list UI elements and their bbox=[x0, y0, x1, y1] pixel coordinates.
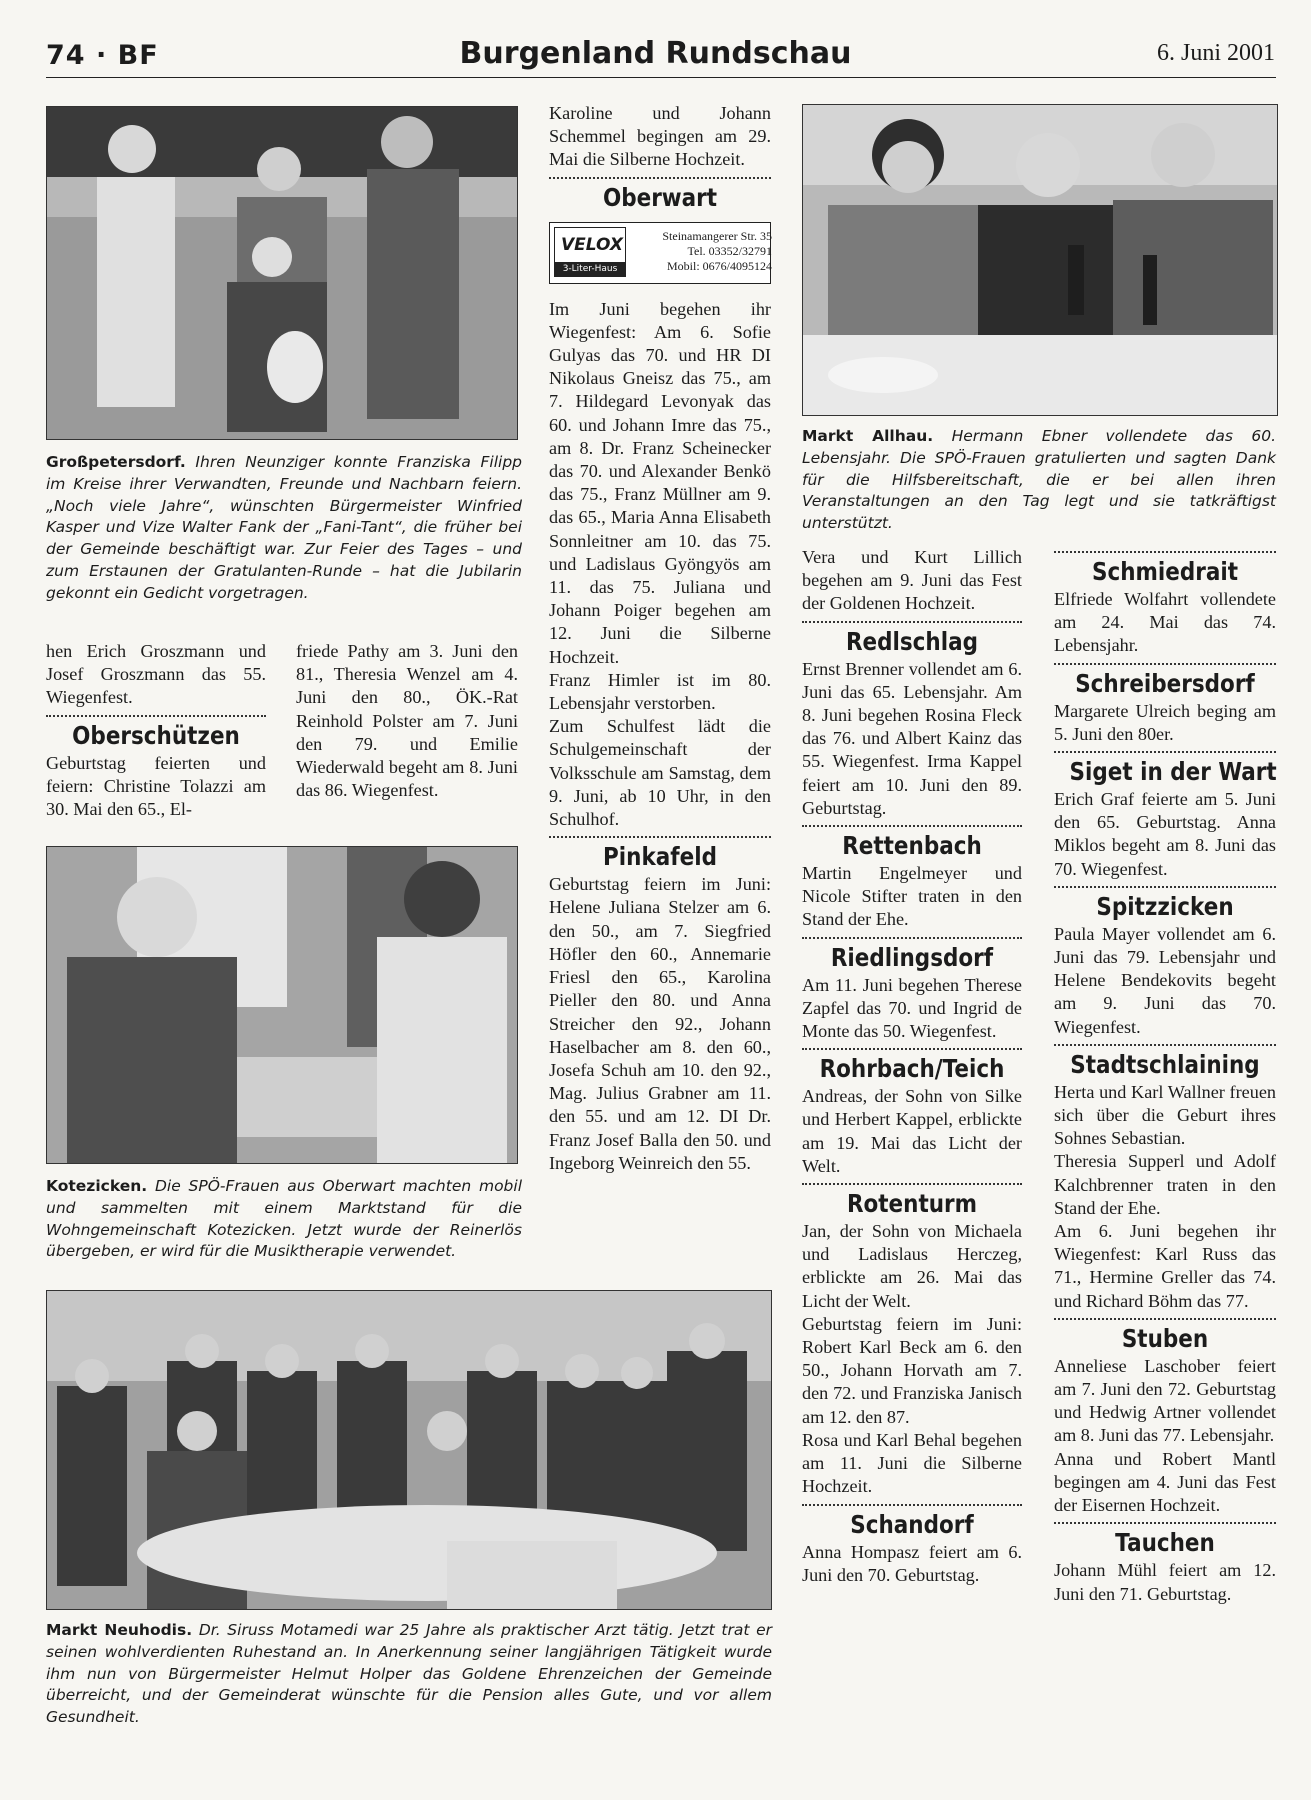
article-text: Margarete Ulreich beging am 5. Juni den 80er. bbox=[1054, 700, 1276, 744]
article-text: Andreas, der Sohn von Silke und Herbert Kappel, erblickte am 19. Mai das Licht der Welt. bbox=[802, 1086, 1022, 1176]
article-text: Martin Engelmeyer und Nicole Stifter traten in den Stand der Ehe. bbox=[802, 863, 1022, 930]
divider bbox=[1054, 1522, 1276, 1524]
article-text: Zum Schulfest lädt die Schulgemeinschaft der Volksschule am Samstag, dem 9. Juni, ab 10 Uhr, in den Schulhof. bbox=[549, 716, 771, 830]
article-text: Herta und Karl Wallner freuen sich über die Geburt ihres Sohnes Sebastian. bbox=[1054, 1081, 1276, 1149]
article-text: Geburtstag feiern im Juni: Helene Juliana Stelzer am 6. den 50., am 7. Siegfried Höfler den 60., Annemarie Friesl den 65., Karolina Pieller den 80. und Anna Streicher den 92., Johann Haselbacher am 8. den 60., Josefa Schuh am 10. den 92., Mag. Julius Grabner am 11. den 55. und am 12. DI Dr. Franz Josef Balla den 50. und Ingeborg Weinreich den 55. bbox=[549, 874, 771, 1173]
article-text: Geburtstag feiern im Juni: Robert Karl Beck am 6. den 50., Johann Horvath am 7. den 72. und Franziska Janisch am 12. den 87. bbox=[802, 1313, 1022, 1427]
section-heading: Riedlingsdorf bbox=[830, 942, 994, 972]
velox-logo-sub: 3-Liter-Haus bbox=[555, 262, 625, 276]
section-heading: Stuben bbox=[1121, 1323, 1209, 1353]
page-number: 74 · BF bbox=[46, 40, 159, 71]
divider bbox=[1054, 886, 1276, 888]
column-3 bbox=[549, 102, 771, 1175]
ad-address: Steinamangerer Str. 35 bbox=[662, 228, 772, 243]
article-text: Im Juni begehen ihr Wiegenfest: Am 6. Sofie Gulyas das 70. und HR DI Nikolaus Gneisz das 75., am 7. Hildegard Levonyak das 60. und Johann Imre das 75., am 8. Dr. Franz Scheinecker das 70. und Alexander Benkö das 75., Franz Müllner am 9. das 65., Maria Anna Elisabeth Sonnleitner am 10. das 75. und Ladislaus Gyöngyös am 11. das 75. Juliana und Johann Poiger begehen am 12. Juni die Silberne Hochzeit. bbox=[549, 298, 771, 667]
advertisement-velox bbox=[549, 222, 771, 284]
velox-logo-name: VELOX bbox=[561, 234, 623, 255]
article-text: Ernst Brenner vollendet am 6. Juni das 65. Lebensjahr. Am 8. Juni begehen Rosina Fleck das 76. und Albert Kainz das 55. Wiegenfest. Irma Kappel feiert am 10. Juni den 89. Geburtstag. bbox=[802, 658, 1022, 818]
caption-text: Dr. Siruss Motamedi war 25 Jahre als praktischer Arzt tätig. Jetzt trat er seinen wohlverdienten Ruhestand an. In Anerkennung seiner langjährigen Tätigkeit wurde ihm nun von Bürgermeister Helmut Holper das Goldene Ehrenzeichen der Gemeinde überreicht, und der Gemeinderat wünschte für die Pension alles Gute, und vor allem Gesundheit. bbox=[46, 1621, 772, 1727]
column-1 bbox=[46, 640, 266, 821]
caption-text: Ihren Neunziger konnte Franziska Filipp im Kreise ihrer Verwandten, Freunde und Nachbarn feiern. „Noch viele Jahre“, wünschten Bürgermeister Winfried Kasper und Vize Walter Fank der „Fani-Tant“, die früher bei der Gemeinde beschäftigt war. Zur Feier des Tages – und zum Erstaunen der Gratulanten-Runde – hat die Jubilarin gekonnt ein Gedicht vorgetragen. bbox=[46, 453, 522, 602]
divider bbox=[1054, 1318, 1276, 1320]
article-text: friede Pathy am 3. Juni den 81., Theresia Wenzel am 4. Juni den 80., ÖK.-Rat Reinhold Polster am 7. Juni den 79. und Emilie Wiederwald begeht am 8. Juni das 86. Wiegenfest. bbox=[296, 641, 518, 801]
article-text: Anna Hompasz feiert am 6. Juni den 70. Geburtstag. bbox=[802, 1541, 1022, 1585]
section-heading: Stadtschlaining bbox=[1070, 1049, 1260, 1079]
divider bbox=[802, 825, 1022, 827]
article-text: Rosa und Karl Behal begehen am 11. Juni die Silberne Hochzeit. bbox=[802, 1429, 1022, 1497]
caption-place: Kotezicken. bbox=[46, 1177, 148, 1195]
header-rule bbox=[46, 77, 1276, 78]
divider bbox=[1054, 751, 1276, 753]
caption-text: Die SPÖ-Frauen aus Oberwart machten mobil und sammelten mit einem Marktstand für die Wohngemeinschaft Kotezicken. Jetzt wurde der Reinerlös übergeben, er wird für die Musiktherapie verwendet. bbox=[46, 1177, 522, 1261]
photo-grosspetersdorf bbox=[46, 106, 518, 440]
caption-markt-allhau bbox=[802, 426, 1276, 535]
section-heading: Spitzzicken bbox=[1096, 891, 1234, 921]
section-heading: Schandorf bbox=[850, 1509, 974, 1539]
ad-phone: Tel. 03352/32791 bbox=[687, 243, 772, 258]
divider bbox=[802, 1183, 1022, 1185]
divider bbox=[549, 836, 771, 838]
section-heading: Pinkafeld bbox=[603, 842, 717, 872]
article-text: Johann Mühl feiert am 12. Juni den 71. Geburtstag. bbox=[1054, 1560, 1276, 1604]
article-text: Erich Graf feierte am 5. Juni den 65. Geburtstag. Anna Miklos begeht am 8. Juni das 70. Wiegenfest. bbox=[1054, 789, 1276, 879]
section-heading: Siget in der Wart bbox=[1069, 757, 1277, 787]
article-text: Franz Himler ist im 80. Lebensjahr verstorben. bbox=[549, 669, 771, 714]
photo-kotezicken bbox=[46, 846, 518, 1164]
caption-place: Großpetersdorf. bbox=[46, 453, 186, 471]
caption-place: Markt Neuhodis. bbox=[46, 1621, 193, 1639]
article-text: Vera und Kurt Lillich begehen am 9. Juni das Fest der Goldenen Hochzeit. bbox=[802, 547, 1022, 614]
divider bbox=[802, 621, 1022, 623]
article-text: Geburtstag feierten und feiern: Christine Tolazzi am 30. Mai den 65., El- bbox=[46, 752, 266, 820]
article-text: Anneliese Laschober feiert am 7. Juni den 72. Geburtstag und Hedwig Artner vollendet am 8. Juni das 77. Lebensjahr. bbox=[1054, 1355, 1276, 1446]
caption-grosspetersdorf bbox=[46, 452, 522, 605]
column-5 bbox=[1054, 546, 1276, 1606]
section-heading: Schreibersdorf bbox=[1075, 668, 1255, 698]
section-heading: Rotenturm bbox=[846, 1189, 978, 1219]
section-heading: Oberschützen bbox=[72, 720, 240, 750]
caption-neuhodis bbox=[46, 1620, 772, 1729]
article-text: Paula Mayer vollendet am 6. Juni das 79. Lebensjahr und Helene Bendekovits begeht am 9. Juni das 70. Wiegenfest. bbox=[1054, 923, 1276, 1037]
divider bbox=[46, 715, 266, 717]
newspaper-title: Burgenland Rundschau bbox=[459, 36, 852, 71]
photo-markt-allhau bbox=[802, 104, 1278, 416]
section-heading: Rettenbach bbox=[842, 831, 982, 861]
divider bbox=[1054, 551, 1276, 553]
article-text: Elfriede Wolfahrt vollendete am 24. Mai das 74. Lebensjahr. bbox=[1054, 589, 1276, 656]
divider bbox=[802, 1504, 1022, 1506]
section-heading: Tauchen bbox=[1115, 1528, 1215, 1558]
divider bbox=[549, 177, 771, 179]
column-2 bbox=[296, 640, 518, 802]
divider bbox=[802, 937, 1022, 939]
velox-logo bbox=[554, 227, 626, 277]
article-text: hen Erich Groszmann und Josef Groszmann das 55. Wiegenfest. bbox=[46, 641, 266, 708]
column-4 bbox=[802, 546, 1022, 1587]
article-text: Karoline und Johann Schemmel begingen am 29. Mai die Silberne Hochzeit. bbox=[549, 103, 771, 170]
article-text: Am 11. Juni begehen Therese Zapfel das 70. und Ingrid de Monte das 50. Wiegenfest. bbox=[802, 974, 1022, 1042]
article-text: Anna und Robert Mantl begingen am 4. Juni das Fest der Eisernen Hochzeit. bbox=[1054, 1448, 1276, 1516]
section-heading: Redlschlag bbox=[845, 626, 979, 656]
section-heading: Oberwart bbox=[602, 182, 718, 212]
section-heading: Rohrbach/Teich bbox=[819, 1054, 1005, 1084]
article-text: Am 6. Juni begehen ihr Wiegenfest: Karl Russ das 71., Hermine Greller das 74. und Richard Böhm das 77. bbox=[1054, 1221, 1276, 1311]
photo-neuhodis bbox=[46, 1290, 772, 1610]
caption-place: Markt Allhau. bbox=[802, 427, 934, 445]
caption-text: Hermann Ebner vollendete das 60. Lebensjahr. Die SPÖ-Frauen gratulierten und sagten Dank für die Hilfsbereitschaft, die er bei allen ihren Veranstaltungen an den Tag legt und sie tatkräftigst unterstützt. bbox=[802, 427, 1276, 533]
article-text: Theresia Supperl und Adolf Kalchbrenner traten in den Stand der Ehe. bbox=[1054, 1151, 1276, 1218]
section-heading: Schmiedrait bbox=[1091, 557, 1239, 586]
ad-mobile: Mobil: 0676/4095124 bbox=[666, 258, 772, 273]
caption-kotezicken bbox=[46, 1176, 522, 1263]
divider bbox=[1054, 1044, 1276, 1046]
article-text: Jan, der Sohn von Michaela und Ladislaus Herczeg, erblickte am 26. Mai das Licht der Welt. bbox=[802, 1221, 1022, 1311]
divider bbox=[802, 1048, 1022, 1050]
divider bbox=[1054, 663, 1276, 665]
issue-date: 6. Juni 2001 bbox=[1156, 40, 1275, 66]
